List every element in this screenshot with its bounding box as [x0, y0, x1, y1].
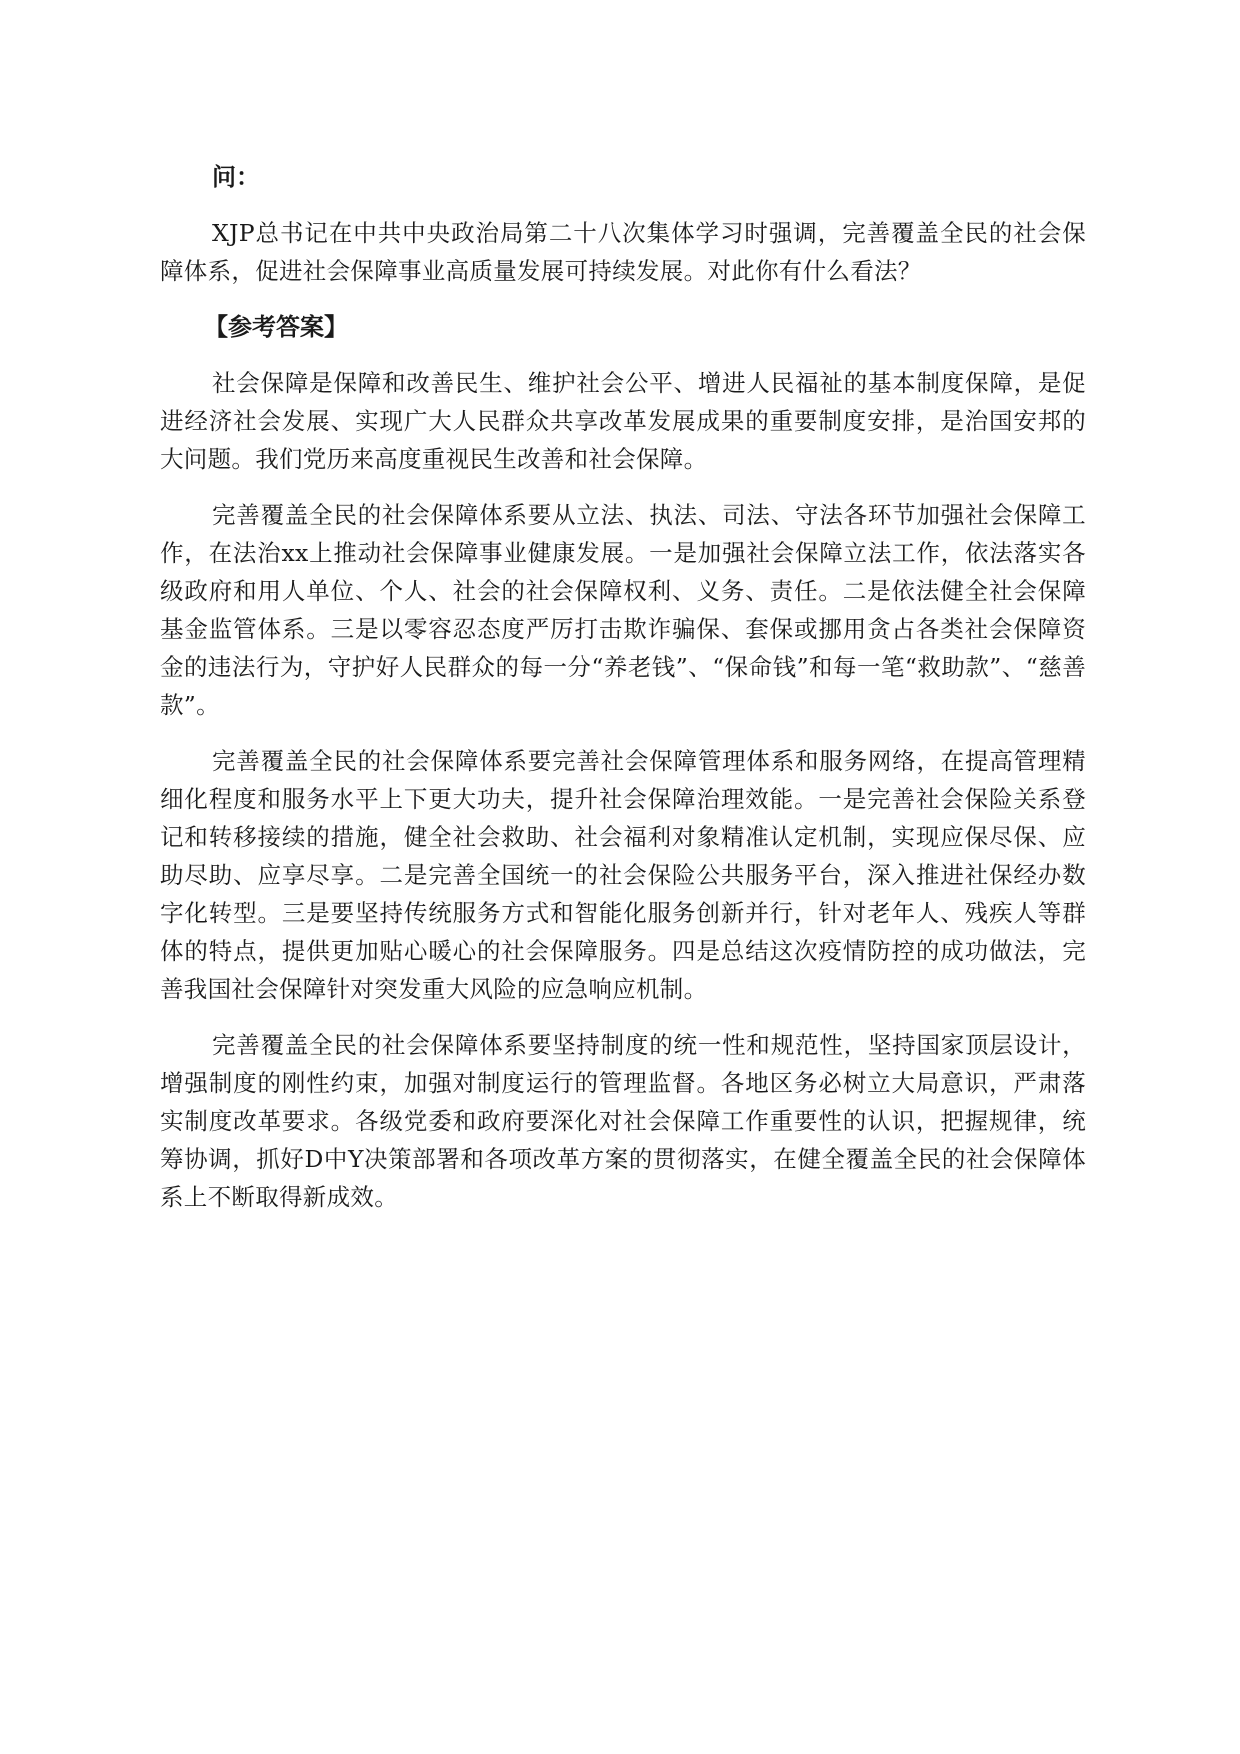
answer-paragraph-4: 完善覆盖全民的社会保障体系要坚持制度的统一性和规范性，坚持国家顶层设计，增强制度的刚性约束，加强对制度运行的管理监督。各地区务必树立大局意识，严肃落实制度改革要求。各级党委和政府要深化对社会保障工作重要性的认识，把握规律，统筹协调，抓好D中Y决策部署和各项改革方案的贯彻落实，在健全覆盖全民的社会保障体系上不断取得新成效。: [160, 1031, 1086, 1211]
answer-paragraph-2: 完善覆盖全民的社会保障体系要从立法、执法、司法、守法各环节加强社会保障工作，在法治xx上推动社会保障事业健康发展。一是加强社会保障立法工作，依法落实各级政府和用人单位、个人、社会的社会保障权利、义务、责任。二是依法健全社会保障基金监管体系。三是以零容忍态度严厉打击欺诈骗保、套保或挪用贪占各类社会保障资金的违法行为，守护好人民群众的每一分“养老钱”、“保命钱”和每一笔“救助款”、“慈善款”。: [160, 501, 1086, 719]
answer-paragraph-3: 完善覆盖全民的社会保障体系要完善社会保障管理体系和服务网络，在提高管理精细化程度和服务水平上下更大功夫，提升社会保障治理效能。一是完善社会保险关系登记和转移接续的措施，健全社会救助、社会福利对象精准认定机制，实现应保尽保、应助尽助、应享尽享。二是完善全国统一的社会保险公共服务平台，深入推进社保经办数字化转型。三是要坚持传统服务方式和智能化服务创新并行，针对老年人、残疾人等群体的特点，提供更加贴心暖心的社会保障服务。四是总结这次疫情防控的成功做法，完善我国社会保障针对突发重大风险的应急响应机制。: [160, 747, 1086, 1003]
question-label: 问：: [212, 163, 260, 191]
question-text: XJP总书记在中共中央政治局第二十八次集体学习时强调，完善覆盖全民的社会保障体系，促进社会保障事业高质量发展可持续发展。对此你有什么看法？: [160, 219, 1086, 285]
answer-paragraph-1: 社会保障是保障和改善民生、维护社会公平、增进人民福祉的基本制度保障，是促进经济社会发展、实现广大人民群众共享改革发展成果的重要制度安排，是治国安邦的大问题。我们党历来高度重视民生改善和社会保障。: [160, 369, 1086, 473]
document-page: [160, 158, 1086, 1234]
answer-label: 【参考答案】: [204, 313, 348, 341]
